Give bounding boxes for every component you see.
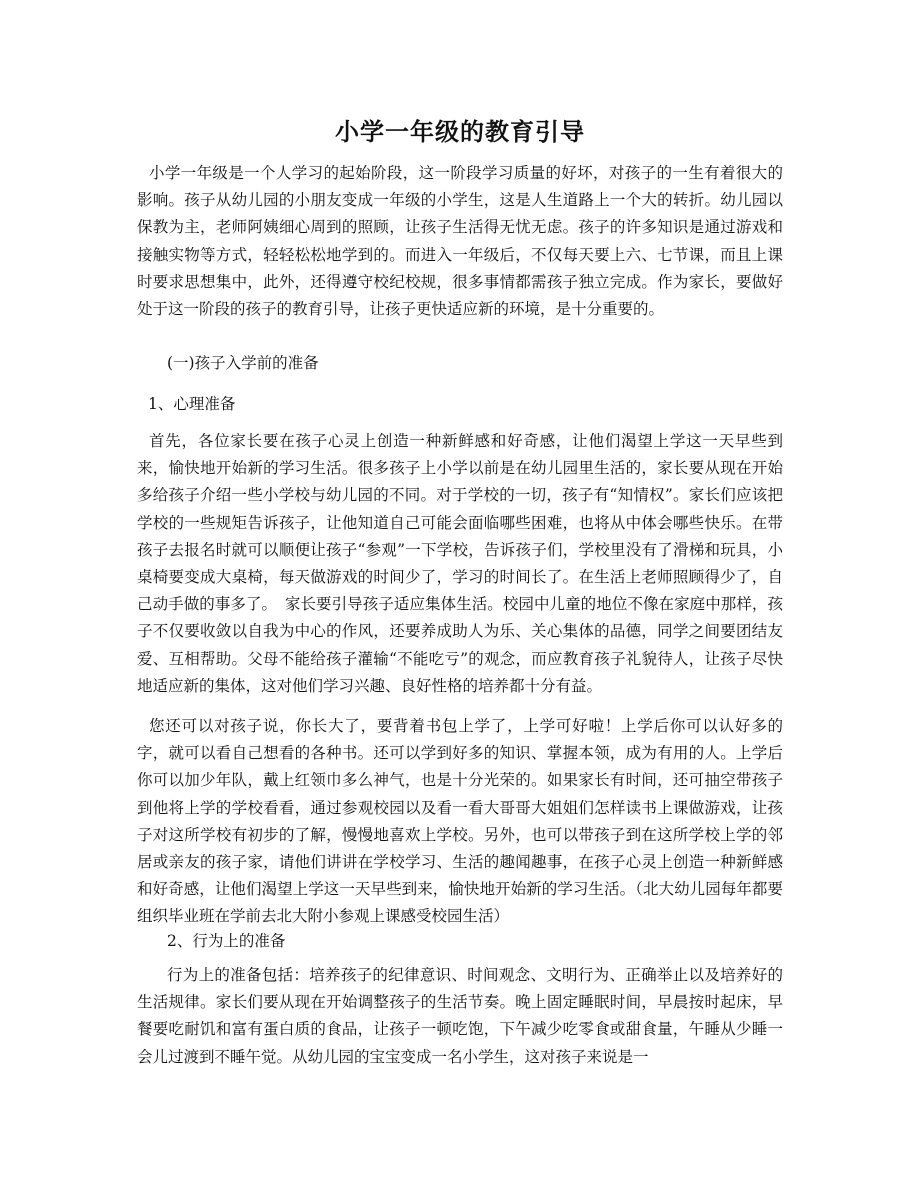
body-paragraph-1: 首先，各位家长要在孩子心灵上创造一种新鲜感和好奇感，让他们渴望上学这一天早些到来，愉快地开始新的学习生活。很多孩子上小学以前是在幼儿园里生活的，家长要从现在开始多给孩子介绍一些小学校与幼儿园的不同。对于学校的一切，孩子有“知情权”。家长们应该把学校的一些规矩告诉孩子，让他知道自己可能会面临哪些困难，也将从中体会哪些快乐。在带孩子去报名时就可以顺便让孩子“参观”一下学校，告诉孩子们，学校里没有了滑梯和玩具，小桌椅要变成大桌椅，每天做游戏的时间少了，学习的时间长了。在生活上老师照顾得少了，自己动手做的事多了。 家长要引导孩子适应集体生活。校园中儿童的地位不像在家庭中那样，孩子不仅要收敛以自我为中心的作风，还要养成助人为乐、关心集体的品德，同学之间要团结友爱、互相帮助。父母不能给孩子灌输“不能吃亏”的观念，而应教育孩子礼貌待人，让孩子尽快地适应新的集体，这对他们学习兴趣、良好性格的培养都十分有益。 [137, 432, 783, 695]
body-paragraph-2: 您还可以对孩子说，你长大了，要背着书包上学了，上学可好啦！上学后你可以认好多的字，就可以看自己想看的各种书。还可以学到好多的知识、掌握本领，成为有用的人。上学后你可以加少年队，戴上红领巾多么神气，也是十分光荣的。如果家长有时间，还可抽空带孩子到他将上学的学校看看，通过参观校园以及看一看大哥哥大姐姐们怎样读书上课做游戏，让孩子对这所学校有初步的了解，慢慢地喜欢上学校。另外，也可以带孩子到在这所学校上学的邻居或亲友的孩子家，请他们讲讲在学校学习、生活的趣闻趣事，在孩子心灵上创造一种新鲜感和好奇感，让他们渴望上学这一天早些到来，愉快地开始新的学习生活。（北大幼儿园每年都要组织毕业班在学前去北大附小参观上课感受校园生活） [137, 717, 783, 926]
subsection-heading-behavioral: 2、行为上的准备 [167, 932, 286, 950]
intro-paragraph: 小学一年级是一个人学习的起始阶段，这一阶段学习质量的好坏，对孩子的一生有着很大的影响。孩子从幼儿园的小朋友变成一年级的小学生，这是人生道路上一个大的转折。幼儿园以保教为主，老师阿姨细心周到的照顾，让孩子生活得无忧无虑。孩子的许多知识是通过游戏和接触实物等方式，轻轻松松地学到的。而进入一年级后，不仅每天要上六、七节课，而且上课时要求思想集中，此外，还得遵守校纪校规，很多事情都需孩子独立完成。作为家长，要做好处于这一阶段的孩子的教育引导，让孩子更快适应新的环境，是十分重要的。 [137, 164, 783, 319]
section-heading: (一)孩子入学前的准备 [167, 354, 319, 372]
page-title: 小学一年级的教育引导 [335, 117, 585, 146]
body-paragraph-3: 行为上的准备包括：培养孩子的纪律意识、时间观念、文明行为、正确举止以及培养好的生活规律。家长们要从现在开始调整孩子的生活节奏。晚上固定睡眠时间，早晨按时起床，早餐要吃耐饥和富有蛋白质的食品，让孩子一顿吃饱，下午减少吃零食或甜食量，午睡从少睡一会儿过渡到不睡午觉。从幼儿园的宝宝变成一名小学生，这对孩子来说是一 [137, 966, 783, 1066]
subsection-heading-psychological: 1、心理准备 [148, 395, 236, 413]
